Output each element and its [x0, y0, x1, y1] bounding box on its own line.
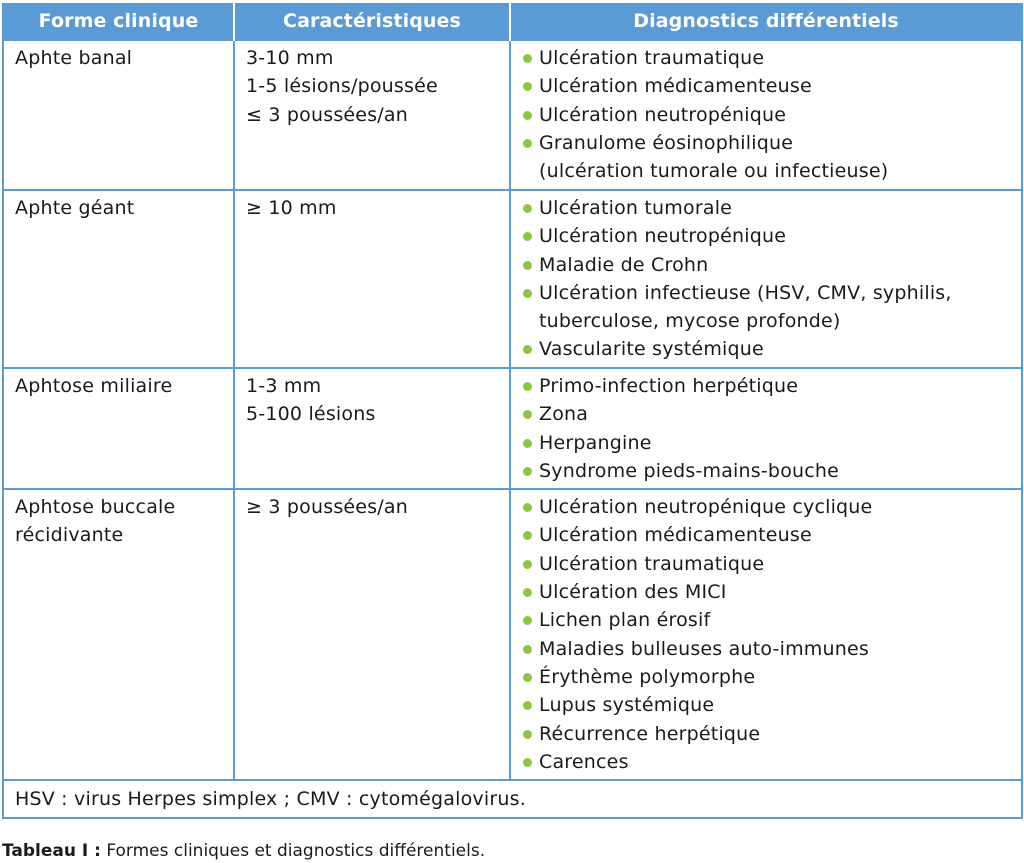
diagnostic-item: Ulcération des MICI — [523, 578, 1011, 606]
diagnostic-item: Ulcération neutropénique cyclique — [523, 493, 1011, 521]
bullet-dot-icon — [523, 111, 532, 120]
caracteristique-line: 1-3 mm — [246, 375, 322, 397]
bullet-dot-icon — [523, 758, 532, 767]
diagnostic-item: Vascularite systémique — [523, 335, 1011, 363]
header-forme-clinique: Forme clinique — [3, 3, 234, 40]
diagnostic-item: Herpangine — [523, 429, 1011, 457]
diagnostic-item: Syndrome pieds-mains-bouche — [523, 457, 1011, 485]
bullet-dot-icon — [523, 289, 532, 298]
bullet-dot-icon — [523, 616, 532, 625]
bullet-dot-icon — [523, 54, 532, 63]
differential-diagnosis-table — [2, 3, 1023, 819]
diagnostics-cell — [510, 489, 1022, 780]
diagnostic-item: Lichen plan érosif — [523, 606, 1011, 634]
diagnostic-item: Ulcération tumorale — [523, 194, 1011, 222]
bullet-dot-icon — [523, 467, 532, 476]
table-row — [3, 368, 1022, 489]
bullet-dot-icon — [523, 345, 532, 354]
forme-line: Aphte banal — [15, 47, 133, 69]
caracteristiques-cell — [234, 190, 510, 368]
diagnostic-item: Maladies bulleuses auto-immunes — [523, 635, 1011, 663]
caracteristique-line: 1-5 lésions/poussée — [246, 75, 438, 98]
diagnostic-item: Ulcération traumatique — [523, 44, 1011, 72]
table-row — [3, 40, 1022, 190]
bullet-dot-icon — [523, 503, 532, 512]
bullet-dot-icon — [523, 204, 532, 213]
differential-diagnosis-table-wrapper — [2, 3, 1021, 819]
diagnostics-cell — [510, 40, 1022, 190]
forme-line: Aphte géant — [15, 197, 135, 219]
bullet-dot-icon — [523, 232, 532, 241]
header-diagnostics-differentiels: Diagnostics différentiels — [510, 3, 1022, 40]
bullet-dot-icon — [523, 139, 532, 148]
caracteristique-line: ≤ 3 poussées/an — [246, 103, 408, 126]
footnote-cell: HSV : virus Herpes simplex ; CMV : cytomégalovirus. — [3, 780, 1022, 818]
caption-label: Tableau I : — [2, 841, 101, 861]
diagnostic-item: Primo-infection herpétique — [523, 372, 1011, 400]
bullet-dot-icon — [523, 588, 532, 597]
diagnostic-line: Granulome éosinophilique — [539, 131, 794, 154]
caracteristique-line: 3-10 mm — [246, 47, 334, 69]
caracteristique-line: 5-100 lésions — [246, 403, 376, 426]
caracteristique-line: ≥ 10 mm — [246, 197, 337, 219]
diagnostics-cell — [510, 368, 1022, 489]
diagnostic-item: Zona — [523, 400, 1011, 428]
table-header-row — [3, 3, 1022, 40]
bullet-dot-icon — [523, 560, 532, 569]
diagnostic-item: Ulcération médicamenteuse — [523, 521, 1011, 549]
caracteristiques-cell — [234, 368, 510, 489]
caracteristique-line: ≥ 3 poussées/an — [246, 496, 408, 519]
forme-line: Aphtose buccale — [15, 496, 176, 519]
diagnostic-line: (ulcération tumorale ou infectieuse) — [539, 160, 889, 183]
table-row — [3, 489, 1022, 780]
header-caracteristiques: Caractéristiques — [234, 3, 510, 40]
diagnostic-item: Ulcération neutropénique — [523, 222, 1011, 250]
forme-cell — [3, 489, 234, 780]
diagnostic-item — [523, 279, 1011, 336]
diagnostic-item: Ulcération traumatique — [523, 550, 1011, 578]
diagnostic-line: tuberculose, mycose profonde) — [539, 310, 841, 333]
forme-line: récidivante — [15, 524, 124, 547]
diagnostic-item: Ulcération neutropénique — [523, 101, 1011, 129]
bullet-dot-icon — [523, 730, 532, 739]
diagnostics-cell — [510, 190, 1022, 368]
caracteristiques-cell — [234, 489, 510, 780]
bullet-dot-icon — [523, 701, 532, 710]
bullet-dot-icon — [523, 382, 532, 391]
bullet-dot-icon — [523, 439, 532, 448]
diagnostic-item: Maladie de Crohn — [523, 251, 1011, 279]
diagnostic-item — [523, 129, 1011, 186]
caracteristiques-cell — [234, 40, 510, 190]
forme-cell — [3, 368, 234, 489]
diagnostic-item: Récurrence herpétique — [523, 720, 1011, 748]
diagnostic-line: Ulcération infectieuse (HSV, CMV, syphilis, — [539, 281, 952, 304]
bullet-dot-icon — [523, 645, 532, 654]
forme-cell — [3, 40, 234, 190]
diagnostic-item: Lupus systémique — [523, 691, 1011, 719]
bullet-dot-icon — [523, 261, 532, 270]
diagnostic-item: Carences — [523, 748, 1011, 776]
bullet-dot-icon — [523, 410, 532, 419]
bullet-dot-icon — [523, 531, 532, 540]
table-caption — [2, 840, 485, 862]
caption-text: Formes cliniques et diagnostics différentiels. — [100, 841, 486, 861]
table-row — [3, 190, 1022, 368]
forme-cell — [3, 190, 234, 368]
forme-line: Aphtose miliaire — [15, 375, 173, 397]
diagnostic-item: Ulcération médicamenteuse — [523, 72, 1011, 100]
diagnostic-item: Érythème polymorphe — [523, 663, 1011, 691]
bullet-dot-icon — [523, 673, 532, 682]
footnote-row — [3, 780, 1022, 818]
bullet-dot-icon — [523, 82, 532, 91]
